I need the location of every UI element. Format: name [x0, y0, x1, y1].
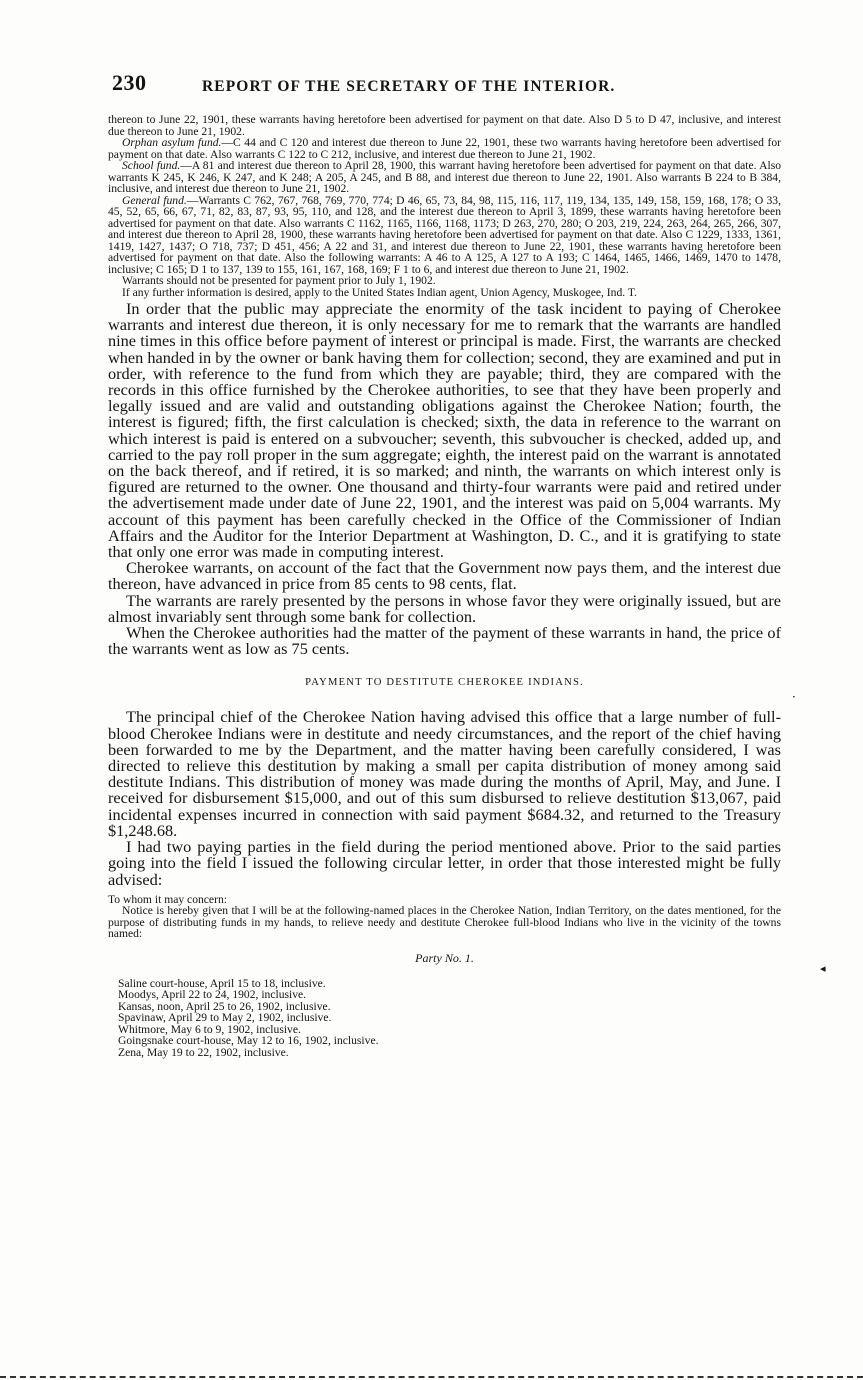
party-schedule-list	[108, 978, 781, 1059]
list-item: Goingsnake court-house, May 12 to 16, 1902, inclusive.	[118, 1034, 379, 1048]
orphan-fund-label: Orphan asylum fund.	[122, 136, 222, 149]
orphan-fund-text: —C 44 and C 120 and interest due thereon to June 22, 1901, these two warrants having heretofore been advertised for payment on that date. Also warrants C 122 to C 212, inclusive, and interest due thereon to June 21, 1902.	[108, 136, 781, 161]
section-heading: PAYMENT TO DESTITUTE CHEROKEE INDIANS.	[305, 677, 584, 689]
school-fund-paragraph	[108, 160, 781, 195]
party-heading: Party No. 1.	[415, 950, 474, 965]
margin-dot-mark: ·	[792, 690, 796, 704]
general-fund-text: —Warrants C 762, 767, 768, 769, 770, 774; D 46, 65, 73, 84, 98, 115, 116, 117, 119, 134, 135, 149, 158, 159, 168, 178; O 33, 45, 52, 65, 66, 67, 71, 82, 83, 87, 93, 95, 110, and 128, and the interest due thereon to April 3, 1899, these warrants having heretofore been advertised for payment on that date. Also warrants C 1162, 1165, 1166, 1168, 1173; D 263, 270, 280; O 203, 219, 224, 263, 264, 265, 266, 307, and interest due thereon to April 28, 1900, these warrants having heretofore been advertised for payment on that date. Also C 1229, 1333, 1361, 1419, 1427, 1437; O 718, 737; D 451, 456; A 22 and 31, and interest due thereon to June 22, 1901, these warrants having heretofore been advertised for payment on that date. Also the following warrants: A 46 to A 125, A 127 to A 193; C 1464, 1465, 1466, 1469, 1470 to 1478, inclusive; C 165; D 1 to 137, 139 to 155, 161, 167, 168, 169; F 1 to 6, and interest due thereon to June 21, 1902.	[108, 193, 782, 276]
list-item: Saline court-house, April 15 to 18, inclusive.	[118, 976, 326, 990]
running-head: REPORT OF THE SECRETARY OF THE INTERIOR.	[202, 78, 616, 95]
presentation-note: Warrants should not be presented for payment prior to July 1, 1902.	[122, 274, 436, 287]
school-fund-label: School fund.	[122, 159, 181, 172]
paragraph-destitute-payment: The principal chief of the Cherokee Nation having advised this office that a large number of full-blood Cherokee Indians were in destitute and needy circumstances, and the report of the chief having been forwarded to me by the Department, and the matter having been carefully considered, I was directed to relieve this destitution by making a small per capita distribution of money among said destitute Indians. This distribution of money was made during the months of April, May, and June. I received for disbursement $15,000, and out of this sum disbursed to relieve destitution $13,067, paid incidental expenses incurred in connection with said payment $684.32, and returned to the Treasury $1,248.68.	[108, 707, 781, 840]
paragraph-paying-parties: I had two paying parties in the field during the period mentioned above. Prior to the said parties going into the field I issued the following circular letter, in order that those interested might be fully advised:	[108, 837, 781, 889]
list-item: Spavinaw, April 29 to May 2, 1902, inclusive.	[118, 1011, 332, 1025]
bottom-dashed-rule	[0, 1376, 863, 1378]
page-body	[108, 114, 781, 1058]
list-item: Zena, May 19 to 22, 1902, inclusive.	[118, 1045, 289, 1059]
circular-notice: Notice is hereby given that I will be at the following-named places in the Cherokee Nation, Indian Territory, on the dates mentioned, for the purpose of distributing funds in my hands, to relieve needy and destitute Cherokee full-blood Indians who live in the vicinity of the towns named:	[108, 904, 781, 941]
circular-salutation: To whom it may concern:	[108, 892, 227, 906]
list-item: Kansas, noon, April 25 to 26, 1902, inclusive.	[118, 999, 331, 1013]
page-header	[112, 70, 779, 100]
list-item: Moodys, April 22 to 24, 1902, inclusive.	[118, 988, 307, 1002]
general-fund-label: General fund.	[122, 193, 187, 207]
list-item: Whitmore, May 6 to 9, 1902, inclusive.	[118, 1022, 301, 1036]
paragraph-warrant-handling: In order that the public may appreciate the enormity of the task incident to paying of Cherokee warrants and interest due thereon, it is only necessary for me to remark that the warrants are handled nine times in this office before payment of interest or principal is made. First, the warrants are checked when handed in by the owner or bank having them for collection; second, they are examined and put in order, with reference to the fund from which they are payable; third, they are compared with the records in this office furnished by the Cherokee authorities, to see that they have been properly and legally issued and are valid and outstanding obligations against the Cherokee Nation; fourth, the interest is figured; fifth, the first calculation is checked; sixth, the data in reference to the warrant on which interest is paid is entered on a subvoucher; seventh, this subvoucher is checked, added up, and carried to the pay roll proper in the sum aggregate; eighth, the interest paid on the warrant is annotated on the back thereof, and if retired, it is so marked; and ninth, the warrants on which interest only is figured are returned to the owner. One thousand and thirty-four warrants were paid and retired under the advertisement made under date of June 22, 1901, and the interest was paid on 5,004 warrants. My account of this payment has been carefully checked in the Office of the Commissioner of Indian Affairs and the Auditor for the Interior Department at Washington, D. C., and it is gratifying to state that only one error was made in computing interest.	[108, 299, 781, 562]
margin-arrow-mark: ◂	[820, 962, 826, 975]
notice-continuation: thereon to June 22, 1901, these warrants having heretofore been advertised for payment on that date. Also D 5 to D 47, inclusive, and interest due thereon to June 21, 1902.	[108, 113, 781, 138]
further-info-note: If any further information is desired, apply to the United States Indian agent, Union Agency, Muskogee, Ind. T.	[122, 285, 637, 299]
general-fund-paragraph	[108, 195, 781, 276]
paragraph-warrant-low-price: When the Cherokee authorities had the matter of the payment of these warrants in hand, the price of the warrants went as low as 75 cents.	[108, 623, 781, 659]
school-fund-text: —A 81 and interest due thereon to April 28, 1900, this warrant having heretofore been advertised for payment on that date. Also warrants K 245, K 246, K 247, and K 248; A 205, A 245, and B 88, and interest due thereon to June 22, 1901. Also warrants B 224 to B 384, inclusive, and interest due thereon to June 21, 1902.	[108, 159, 782, 195]
paragraph-warrant-presentation: The warrants are rarely presented by the persons in whose favor they were originally issued, but are almost invariably sent through some bank for collection.	[108, 590, 781, 626]
paragraph-warrant-price: Cherokee warrants, on account of the fact that the Government now pays them, and the interest due thereon, have advanced in price from 85 cents to 98 cents, flat.	[108, 558, 781, 594]
orphan-asylum-fund-paragraph	[108, 137, 781, 160]
page-number: 230	[112, 70, 147, 95]
